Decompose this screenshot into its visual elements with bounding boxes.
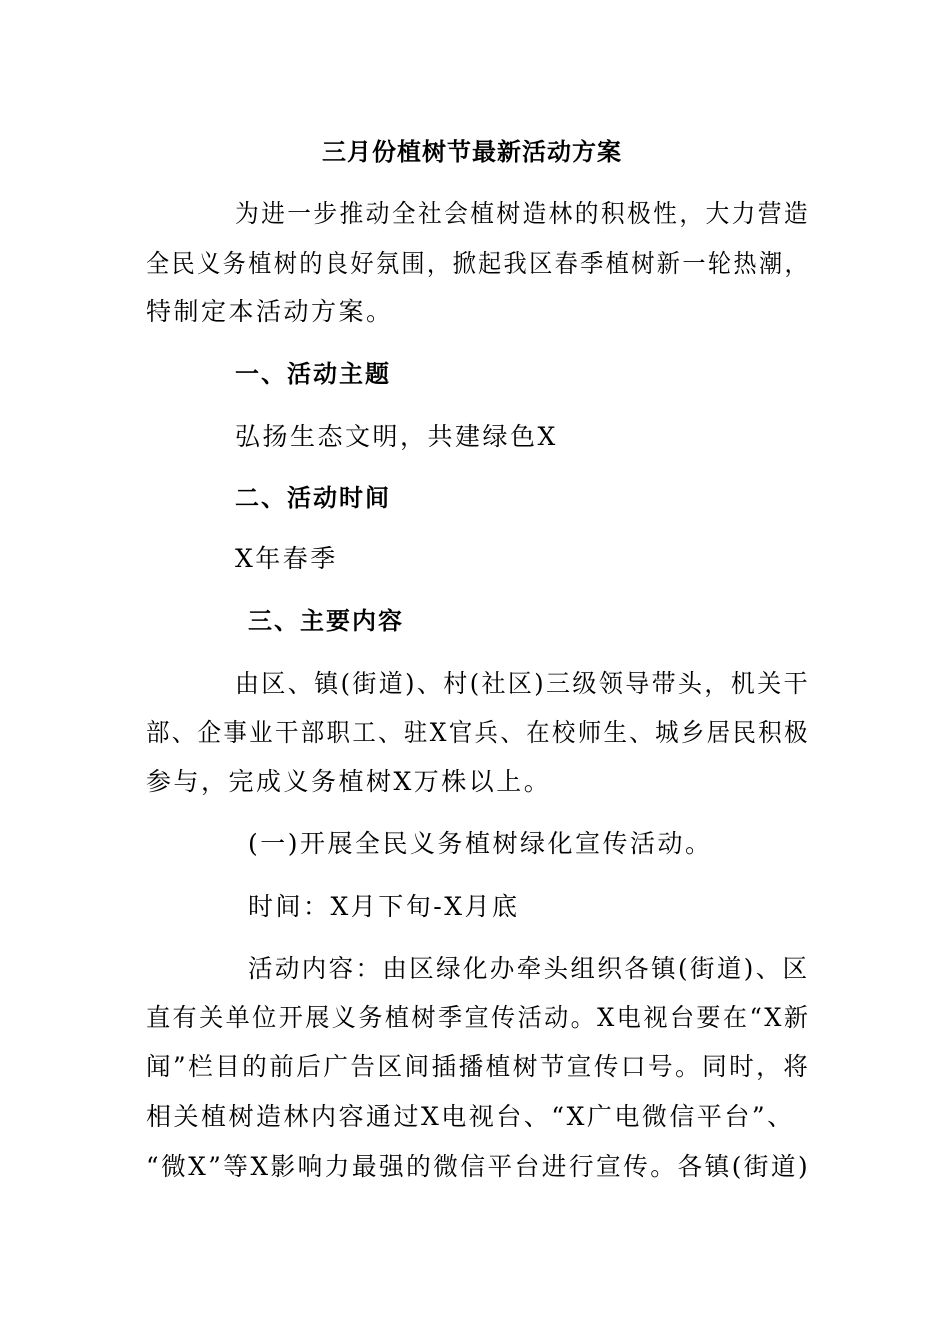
section2-body: X年春季 bbox=[235, 544, 338, 573]
subsection1-content-line-1: 活动内容：由区绿化办牵头组织各镇(街道)、区 bbox=[248, 954, 810, 983]
section1-body: 弘扬生态文明，共建绿色X bbox=[235, 422, 558, 451]
subsection1-time: 时间：X月下旬-X月底 bbox=[248, 892, 520, 921]
subsection1-content-line-4: 相关植树造林内容通过X电视台、“X广电微信平台”、 bbox=[146, 1102, 795, 1131]
intro-line-1: 为进一步推动全社会植树造林的积极性，大力营造 bbox=[235, 199, 811, 228]
section3-body-line-1: 由区、镇(街道)、村(社区)三级领导带头，机关干 bbox=[235, 669, 810, 698]
section1-heading: 一、活动主题 bbox=[235, 360, 391, 388]
section3-heading: 三、主要内容 bbox=[248, 607, 404, 635]
section3-body-line-3: 参与，完成义务植树X万株以上。 bbox=[146, 767, 552, 796]
subsection1-content-line-3: 闻”栏目的前后广告区间插播植树节宣传口号。同时，将 bbox=[146, 1052, 811, 1081]
intro-line-2: 全民义务植树的良好氛围，掀起我区春季植树新一轮热潮， bbox=[146, 249, 811, 278]
subsection1-content-line-5: “微X”等X影响力最强的微信平台进行宣传。各镇(街道) bbox=[146, 1152, 811, 1181]
intro-line-3: 特制定本活动方案。 bbox=[146, 297, 394, 326]
subsection1-content-line-2: 直有关单位开展义务植树季宣传活动。X电视台要在“X新 bbox=[146, 1003, 811, 1032]
subsection1-heading: (一)开展全民义务植树绿化宣传活动。 bbox=[248, 829, 713, 858]
section2-heading: 二、活动时间 bbox=[235, 484, 391, 512]
section3-body-line-2: 部、企事业干部职工、驻X官兵、在校师生、城乡居民积极 bbox=[146, 718, 810, 747]
document-title: 三月份植树节最新活动方案 bbox=[322, 138, 622, 166]
